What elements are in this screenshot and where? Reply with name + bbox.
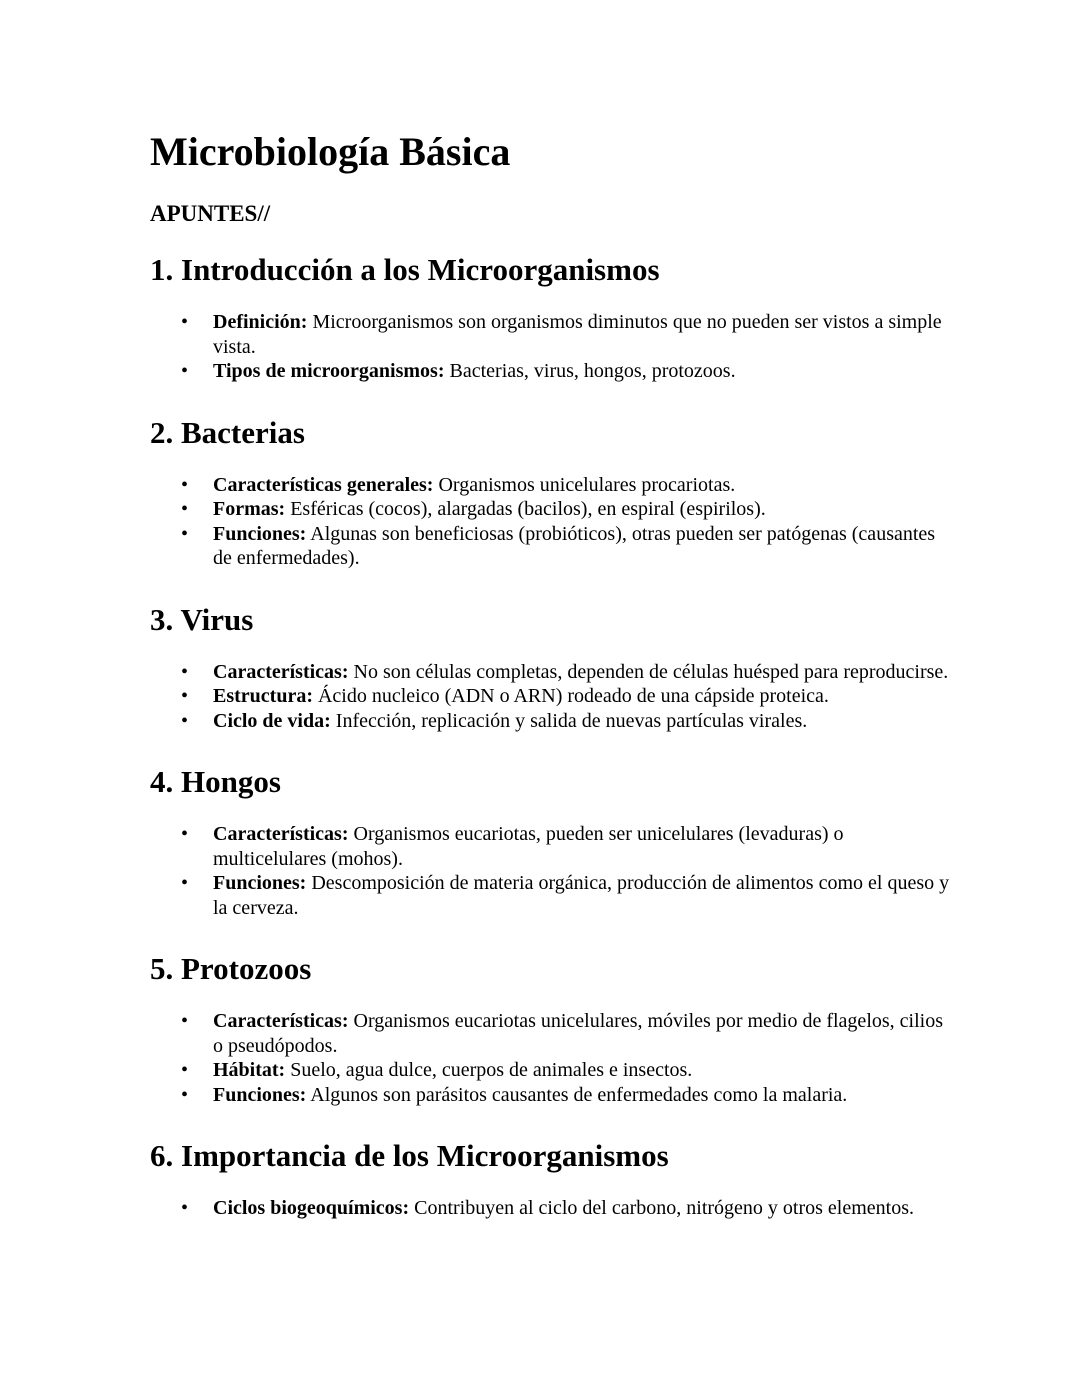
bullet-icon: • [181, 473, 189, 496]
section-virus [150, 601, 950, 734]
bullet-icon: • [181, 660, 189, 683]
item-text: Contribuyen al ciclo del carbono, nitrógeno y otros elementos. [414, 1197, 914, 1219]
bullet-icon: • [181, 360, 189, 382]
item-text: Bacterias, virus, hongos, protozoos. [449, 360, 736, 382]
document-subtitle: APUNTES// [150, 201, 271, 226]
list-item [150, 1009, 950, 1058]
bullet-icon: • [181, 498, 189, 520]
list-item [150, 522, 950, 571]
item-term: Características: [213, 1010, 349, 1032]
section-heading: 5. Protozoos [150, 951, 312, 986]
bullet-icon: • [181, 709, 189, 732]
item-term: Ciclos biogeoquímicos: [213, 1197, 410, 1219]
bullet-icon: • [181, 522, 189, 545]
item-term: Ciclo de vida: [213, 709, 331, 732]
item-text: Algunas son beneficiosas (probióticos), otras pueden ser patógenas (causantes de enfermedades). [213, 522, 936, 569]
list-item [150, 310, 950, 359]
list-item [150, 1083, 950, 1108]
section-heading: 2. Bacterias [150, 414, 305, 450]
list-item [150, 1196, 950, 1221]
item-term: Funciones: [213, 522, 307, 545]
item-term: Funciones: [213, 872, 307, 894]
item-term: Hábitat: [213, 1059, 286, 1081]
item-text: Infección, replicación y salida de nuevas partículas virales. [335, 709, 808, 732]
item-text: Microorganismos son organismos diminutos que no pueden ser vistos a simple vista. [213, 311, 942, 358]
list-item [150, 473, 950, 498]
item-text: Esféricas (cocos), alargadas (bacilos), en espiral (espirilos). [290, 498, 766, 520]
list-item [150, 1058, 950, 1083]
bullet-list [150, 822, 950, 920]
list-item [150, 871, 950, 920]
list-item [150, 359, 950, 384]
item-text: Organismos unicelulares procariotas. [438, 473, 736, 496]
bullet-icon: • [181, 1010, 189, 1032]
list-item [150, 684, 950, 709]
bullet-icon: • [181, 1197, 189, 1219]
section-bacterias [150, 414, 950, 571]
bullet-icon: • [181, 1059, 189, 1081]
bullet-list [150, 473, 950, 571]
bullet-list [150, 660, 950, 734]
item-term: Características: [213, 823, 349, 845]
item-term: Tipos de microorganismos: [213, 360, 445, 382]
bullet-icon: • [181, 311, 189, 333]
list-item [150, 822, 950, 871]
bullet-list [150, 1196, 950, 1221]
section-hongos [150, 763, 950, 920]
section-importancia [150, 1137, 950, 1221]
bullet-list [150, 310, 950, 384]
section-protozoos [150, 950, 950, 1107]
section-introduccion [150, 251, 950, 384]
item-term: Características generales: [213, 473, 434, 496]
item-term: Estructura: [213, 685, 313, 707]
bullet-icon: • [181, 872, 189, 894]
item-term: Definición: [213, 311, 308, 333]
bullet-list [150, 1009, 950, 1107]
item-term: Funciones: [213, 1083, 307, 1106]
bullet-icon: • [181, 1083, 189, 1106]
item-text: Suelo, agua dulce, cuerpos de animales e insectos. [290, 1059, 693, 1081]
list-item [150, 660, 950, 685]
item-text: Organismos eucariotas, pueden ser unicelulares (levaduras) o multicelulares (mohos). [213, 823, 844, 870]
item-text: Organismos eucariotas unicelulares, móviles por medio de flagelos, cilios o pseudópodos. [213, 1010, 943, 1057]
item-term: Características: [213, 660, 349, 683]
section-heading: 1. Introducción a los Microorganismos [150, 252, 660, 287]
section-heading: 4. Hongos [150, 764, 281, 799]
list-item [150, 497, 950, 522]
item-text: Algunos son parásitos causantes de enfermedades como la malaria. [310, 1083, 848, 1106]
section-heading: 6. Importancia de los Microorganismos [150, 1138, 669, 1173]
item-term: Formas: [213, 498, 286, 520]
item-text: Descomposición de materia orgánica, producción de alimentos como el queso y la cerveza. [213, 872, 950, 919]
list-item [150, 709, 950, 734]
section-heading: 3. Virus [150, 601, 254, 637]
bullet-icon: • [181, 685, 189, 707]
bullet-icon: • [181, 823, 189, 845]
item-text: No son células completas, dependen de células huésped para reproducirse. [353, 660, 949, 683]
item-text: Ácido nucleico (ADN o ARN) rodeado de una cápside proteica. [317, 685, 829, 707]
document-page [150, 128, 950, 1221]
document-title: Microbiología Básica [150, 129, 511, 174]
